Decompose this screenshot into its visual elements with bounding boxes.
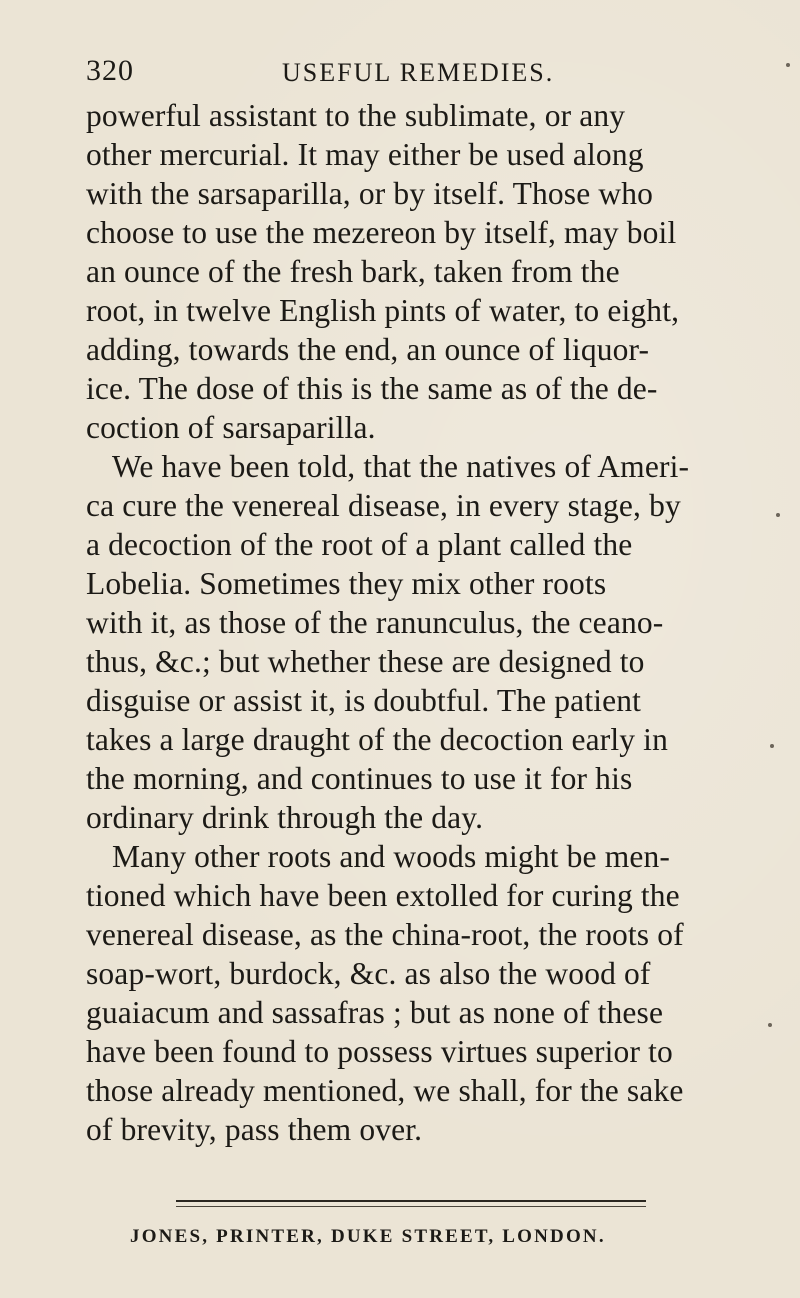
text-line: root, in twelve English pints of water, to eight, [86, 293, 680, 328]
text-line: soap-wort, burdock, &c. as also the wood of [86, 956, 651, 991]
page-footer [130, 1200, 690, 1260]
text-line: coction of sarsaparilla. [86, 410, 376, 445]
footer-rule-thin [176, 1206, 646, 1207]
text-line: the morning, and continues to use it for his [86, 761, 633, 796]
paragraph-start-line: We have been told, that the natives of Ameri- [112, 449, 690, 484]
text-line: takes a large draught of the decoction early in [86, 722, 668, 757]
margin-speck [786, 63, 790, 67]
text-line: other mercurial. It may either be used along [86, 137, 644, 172]
paragraph-start-line: Many other roots and woods might be men- [112, 839, 671, 874]
text-line: disguise or assist it, is doubtful. The patient [86, 683, 642, 718]
text-line: ice. The dose of this is the same as of the de- [86, 371, 658, 406]
page-header [86, 54, 726, 94]
printer-imprint: JONES, PRINTER, DUKE STREET, LONDON. [130, 1226, 606, 1247]
text-line: tioned which have been extolled for curing the [86, 878, 680, 913]
text-line: ca cure the venereal disease, in every stage, by [86, 488, 681, 523]
text-line: have been found to possess virtues superior to [86, 1034, 673, 1069]
text-line: Lobelia. Sometimes they mix other roots [86, 566, 607, 601]
text-line: powerful assistant to the sublimate, or any [86, 98, 626, 133]
text-line: a decoction of the root of a plant called the [86, 527, 633, 562]
text-line: thus, &c.; but whether these are designed to [86, 644, 645, 679]
text-line: ordinary drink through the day. [86, 800, 484, 835]
margin-speck [776, 513, 780, 517]
page-number: 320 [86, 54, 134, 87]
text-line: guaiacum and sassafras ; but as none of these [86, 995, 664, 1030]
text-line: choose to use the mezereon by itself, may boil [86, 215, 677, 250]
body-text [86, 96, 716, 1149]
running-head: USEFUL REMEDIES. [282, 58, 555, 87]
margin-speck [770, 744, 774, 748]
text-line: with it, as those of the ranunculus, the ceano- [86, 605, 664, 640]
text-line: those already mentioned, we shall, for the sake [86, 1073, 684, 1108]
text-line: an ounce of the fresh bark, taken from the [86, 254, 620, 289]
text-line: of brevity, pass them over. [86, 1112, 423, 1147]
text-line: adding, towards the end, an ounce of liquor- [86, 332, 650, 367]
text-line: venereal disease, as the china-root, the roots of [86, 917, 684, 952]
text-line: with the sarsaparilla, or by itself. Those who [86, 176, 654, 211]
margin-speck [768, 1023, 772, 1027]
footer-rule [176, 1200, 646, 1202]
